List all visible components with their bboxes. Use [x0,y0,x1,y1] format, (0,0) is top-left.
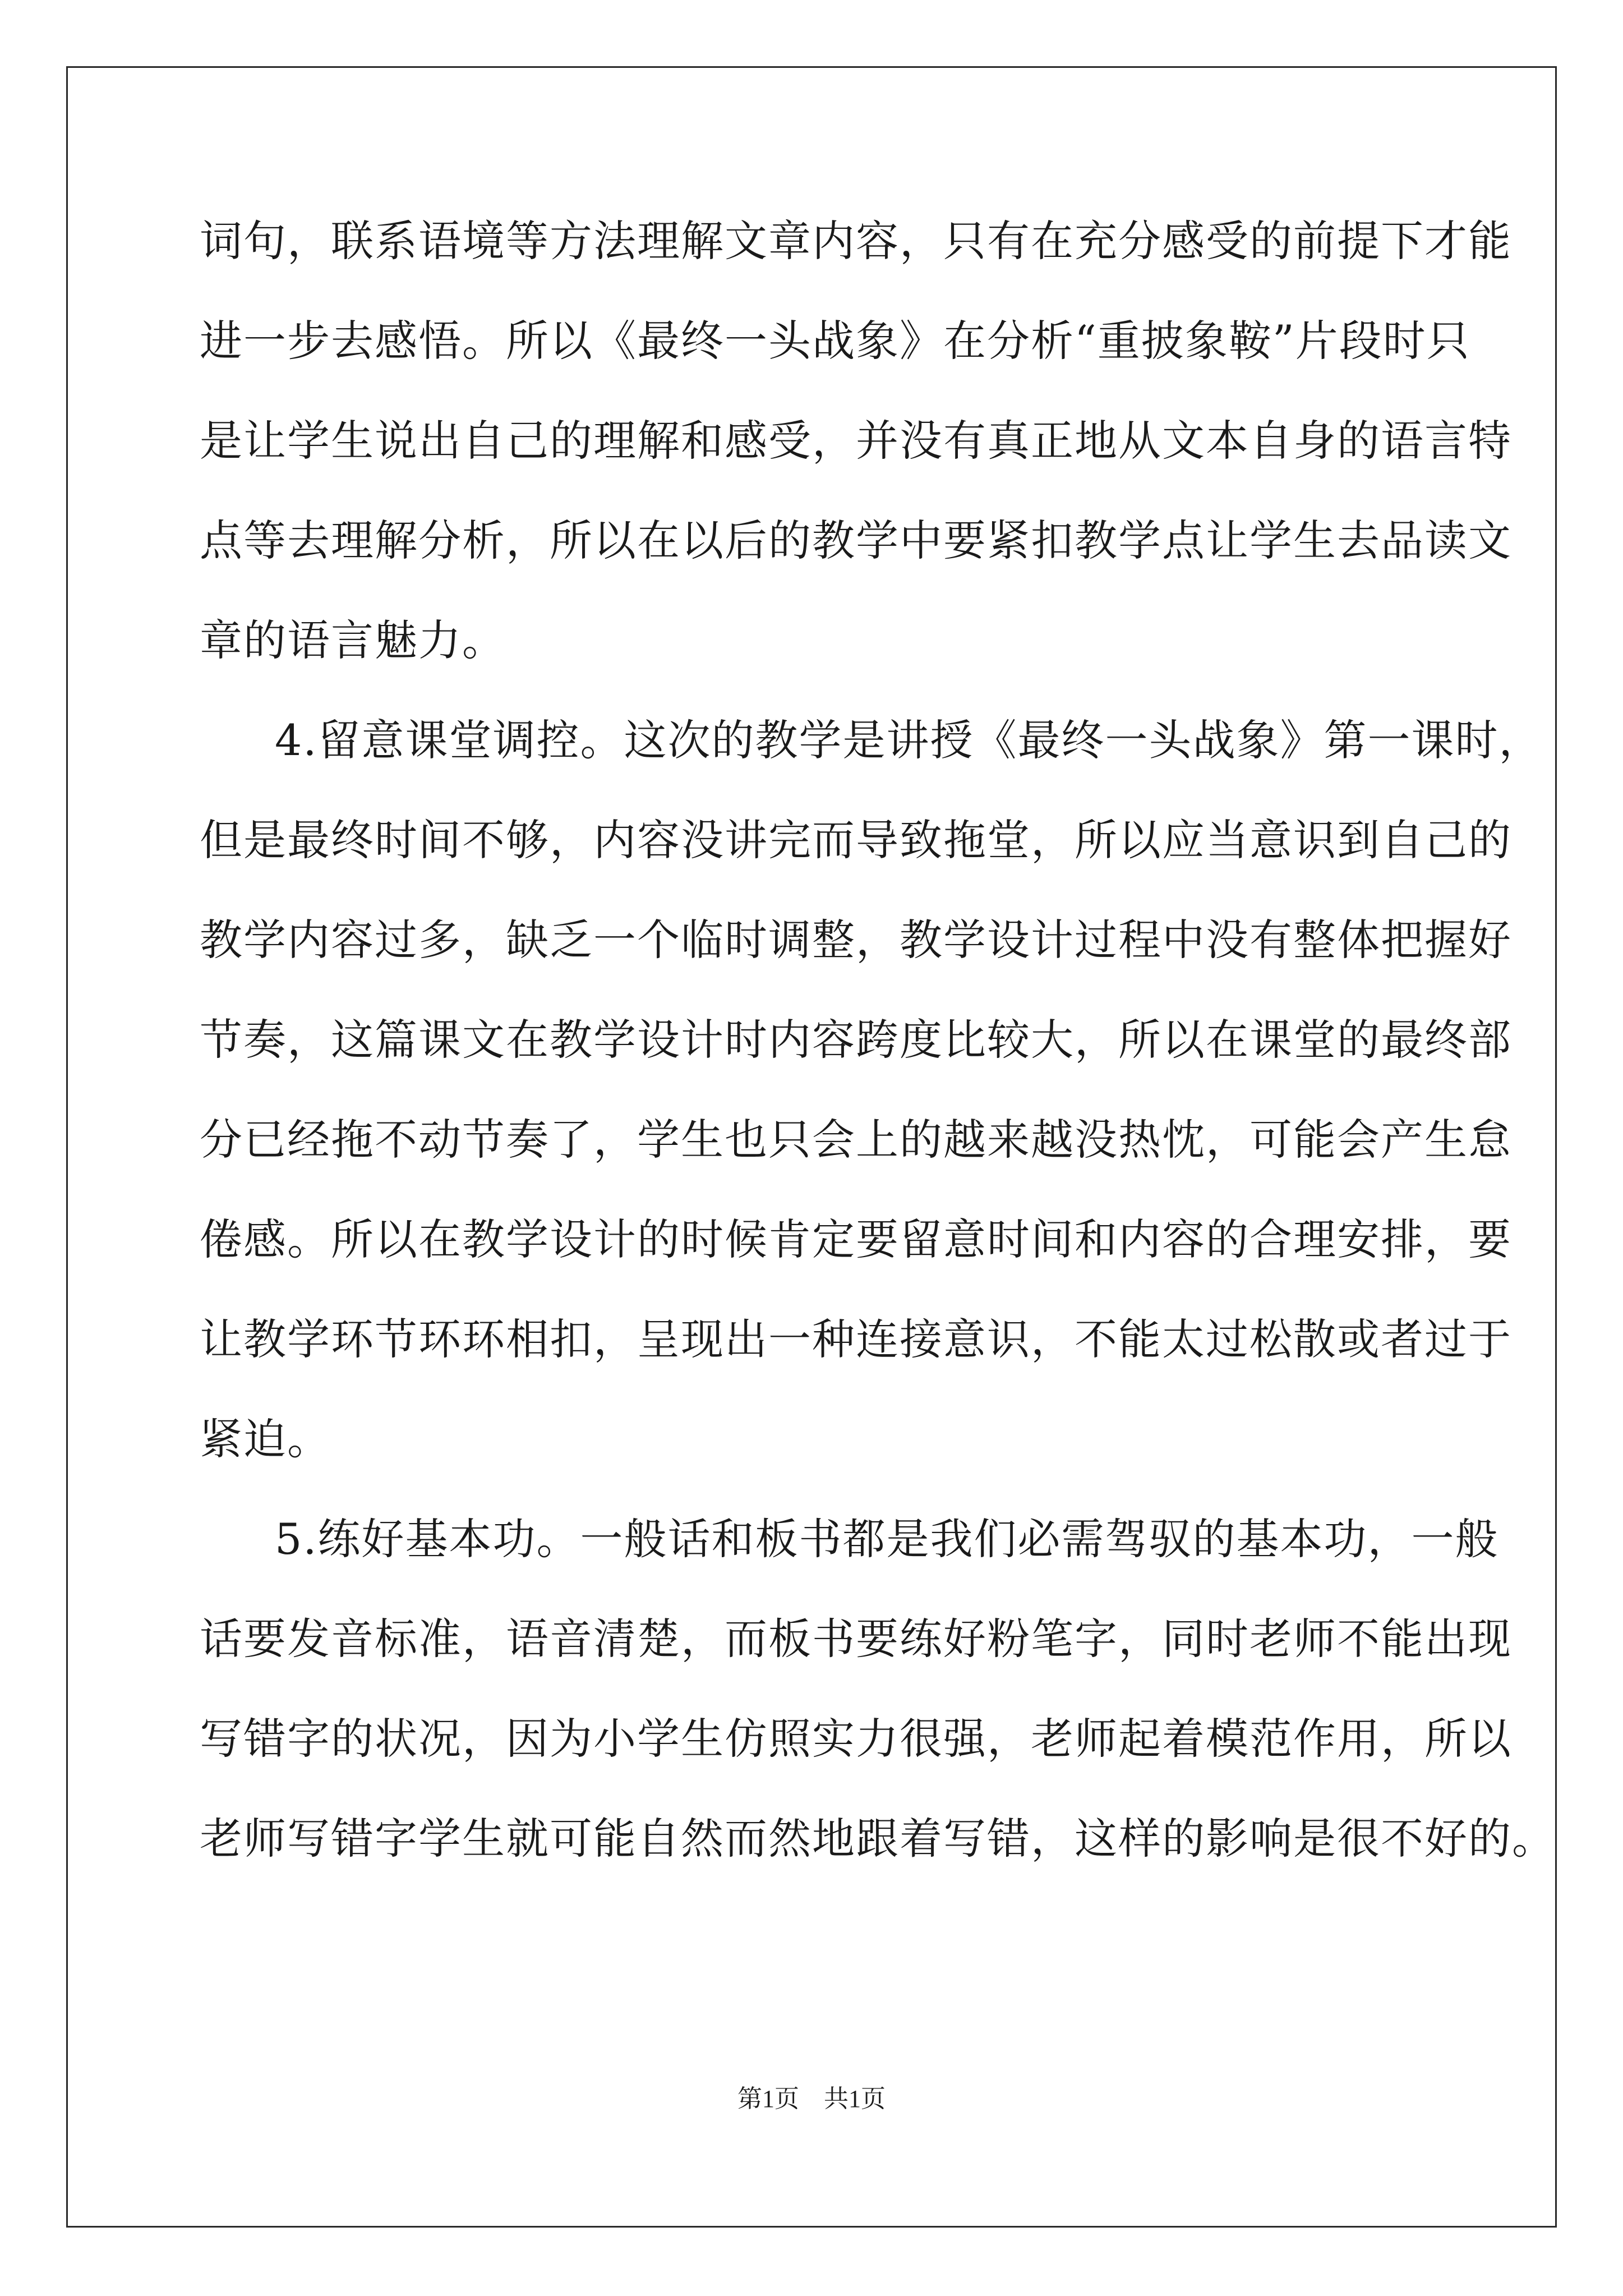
page-number: 第1页 [737,2085,799,2113]
text-line: 让教学环节环环相扣，呈现出一种连接意识，不能太过松散或者过于 [200,1314,1512,1364]
text-line: 但是最终时间不够，内容没讲完而导致拖堂，所以应当意识到自己的 [200,815,1512,865]
text-line: 紧迫。 [200,1414,331,1464]
text-line: 点等去理解分析，所以在以后的教学中要紧扣教学点让学生去品读文 [200,516,1512,565]
text-line: 分已经拖不动节奏了，学生也只会上的越来越没热忱，可能会产生怠 [200,1115,1512,1165]
text-line: 写错字的状况，因为小学生仿照实力很强，老师起着模范作用，所以 [200,1714,1512,1764]
text-line: 话要发音标准，语音清楚，而板书要练好粉笔字，同时老师不能出现 [200,1614,1512,1664]
paragraph-start-line: 5.练好基本功。一般话和板书都是我们必需驾驭的基本功，一般 [275,1514,1499,1564]
page-footer [0,2082,1623,2116]
page-total: 共1页 [824,2085,886,2113]
text-line: 教学内容过多，缺乏一个临时调整，教学设计过程中没有整体把握好 [200,915,1512,965]
text-line: 老师写错字学生就可能自然而然地跟着写错，这样的影响是很不好的。 [200,1814,1556,1864]
paragraph-start-line: 4.留意课堂调控。这次的教学是讲授《最终一头战象》第一课时， [275,715,1543,765]
text-line: 是让学生说出自己的理解和感受，并没有真正地从文本自身的语言特 [200,416,1512,466]
text-line: 节奏，这篇课文在教学设计时内容跨度比较大，所以在课堂的最终部 [200,1015,1512,1065]
text-line: 词句，联系语境等方法理解文章内容，只有在充分感受的前提下才能 [200,216,1512,266]
text-line: 进一步去感悟。所以《最终一头战象》在分析“重披象鞍”片段时只 [200,316,1470,366]
text-line: 章的语言魅力。 [200,615,506,665]
text-line: 倦感。所以在教学设计的时候肯定要留意时间和内容的合理安排，要 [200,1214,1512,1264]
